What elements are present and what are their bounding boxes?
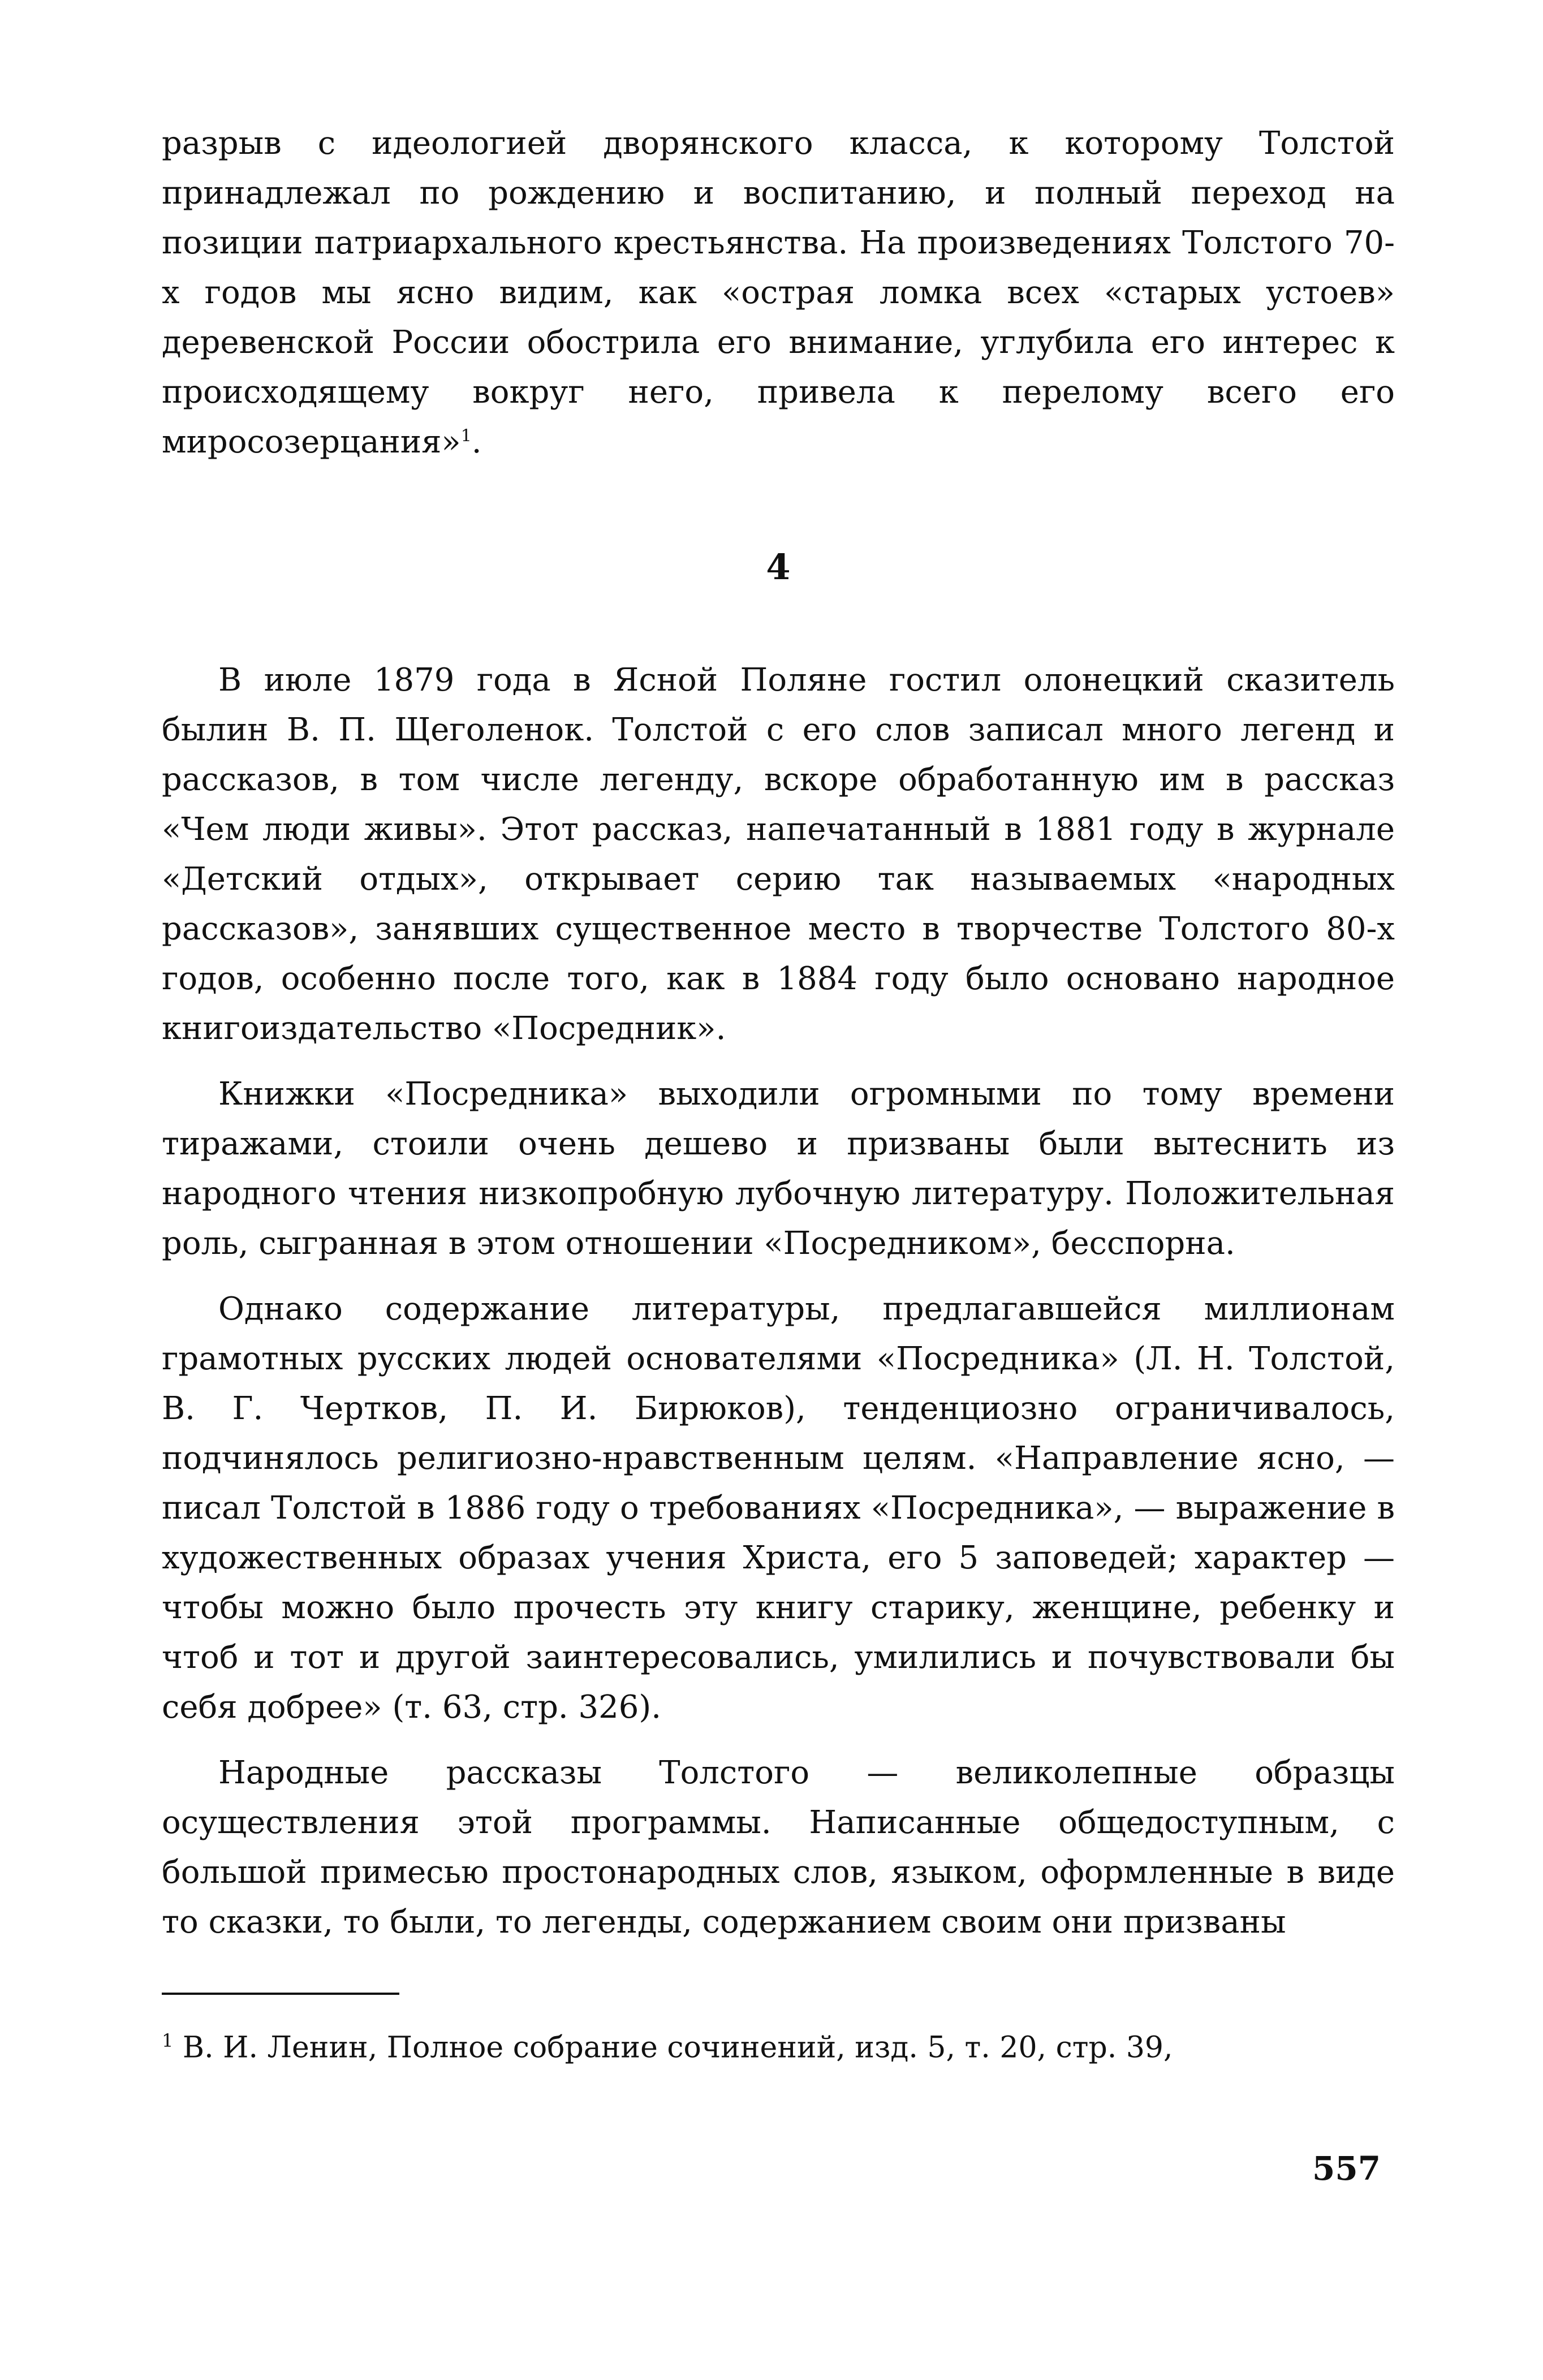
paragraph-2: В июле 1879 года в Ясной Поляне гостил олонецкий сказитель былин В. П. Щеголенок. Толстой с его слов записал много легенд и рассказов, в том числе легенду, вскоре обработанную им в рассказ «Чем люди живы». Этот рассказ, напечатанный в 1881 году в журнале «Детский отдых», открывает серию так называемых «народных рассказов», занявших существенное место в творчестве Толстого 80-х годов, особенно после того, как в 1884 году было основано народное книгоиздательство «Посредник». xyxy=(162,662,1395,1047)
paragraph-4: Однако содержание литературы, предлагавшейся миллионам грамотных русских людей основателями «Посредника» (Л. Н. Толстой, В. Г. Чертков, П. И. Бирюков), тенденциозно ограничивалось, подчинялось религиозно-нравственным целям. «Направление ясно, — писал Толстой в 1886 году о требованиях «Посредника», — выражение в художественных образах учения Христа, его 5 заповедей; характер — чтобы можно было прочесть эту книгу старику, женщине, ребенку и чтоб и тот и другой заинтересовались, умилились и почувствовали бы себя добрее» (т. 63, стр. 326). xyxy=(162,1291,1395,1726)
footnote-marker: 1 xyxy=(162,2030,174,2051)
footnote-reference: 1 xyxy=(460,426,472,446)
footnote xyxy=(162,2017,1395,2071)
paragraph-1-text: разрыв с идеологией дворянского класса, к которому Толстой принадлежал по рождению и воспитанию, и полный переход на позиции патриархального крестьянства. На произведениях Толстого 70-х годов мы ясно видим, как «острая ломка всех «старых устоев» деревенской России обострила его внимание, углубила его интерес к происходящему вокруг него, привела к перелому всего его миросозерцания» xyxy=(162,125,1395,460)
paragraph-5: Народные рассказы Толстого — великолепные образцы осуществления этой программы. Написанные общедоступным, с большой примесью простонародных слов, языком, оформленные в виде то сказки, то были, то легенды, содержанием своим они призваны xyxy=(162,1754,1395,1941)
paragraph-1 xyxy=(162,119,1395,467)
page-number: 557 xyxy=(1312,2149,1381,2188)
footnote-divider xyxy=(162,1993,399,1995)
paragraph-1-end: . xyxy=(471,424,482,460)
footnote-text: В. И. Ленин, Полное собрание сочинений, изд. 5, т. 20, стр. 39, xyxy=(182,2030,1173,2065)
page-body xyxy=(162,119,1395,2071)
paragraph-3: Книжки «Посредника» выходили огромными по тому времени тиражами, стоили очень дешево и призваны были вытеснить из народного чтения низкопробную лубочную литературу. Положительная роль, сыгранная в этом отношении «Посредником», бесспорна. xyxy=(162,1076,1395,1262)
section-number: 4 xyxy=(766,546,791,588)
